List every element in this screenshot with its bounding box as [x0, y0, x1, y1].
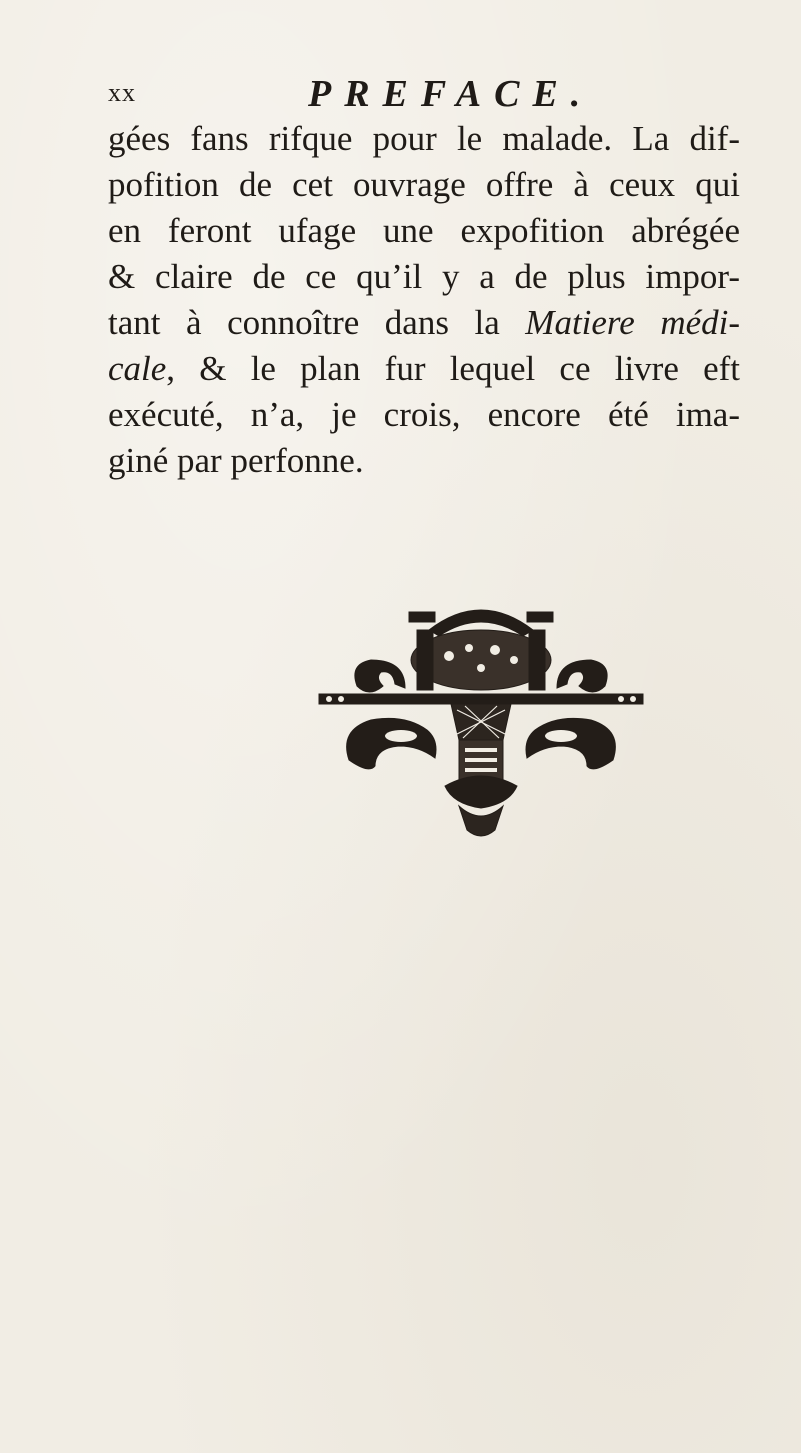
- italic-term: cale: [108, 349, 167, 388]
- text-line: [108, 346, 740, 392]
- page-header: [108, 72, 748, 115]
- text-line: pofition de cet ouvrage offre à ceux qui: [108, 165, 740, 204]
- italic-term: Matiere médi-: [525, 303, 741, 342]
- text-line: exécuté, n’a, je crois, encore été ima-: [108, 395, 740, 434]
- text-line: gées fans rifque pour le malade. La dif-: [108, 119, 740, 158]
- text-line: en feront ufage une expofition abrégée: [108, 211, 740, 250]
- text-line: & claire de ce qu’il y a de plus impor-: [108, 257, 740, 296]
- floral-vignette-icon: [309, 590, 653, 850]
- page-number: xx: [108, 78, 136, 107]
- text-segment: , & le plan fur lequel ce livre eft: [166, 349, 740, 388]
- running-title: PREFACE.: [308, 73, 594, 115]
- body-text: [108, 116, 740, 484]
- text-line: [108, 300, 740, 346]
- text-segment: tant à connoître dans la: [108, 303, 500, 342]
- text-line: giné par perfonne.: [108, 441, 364, 480]
